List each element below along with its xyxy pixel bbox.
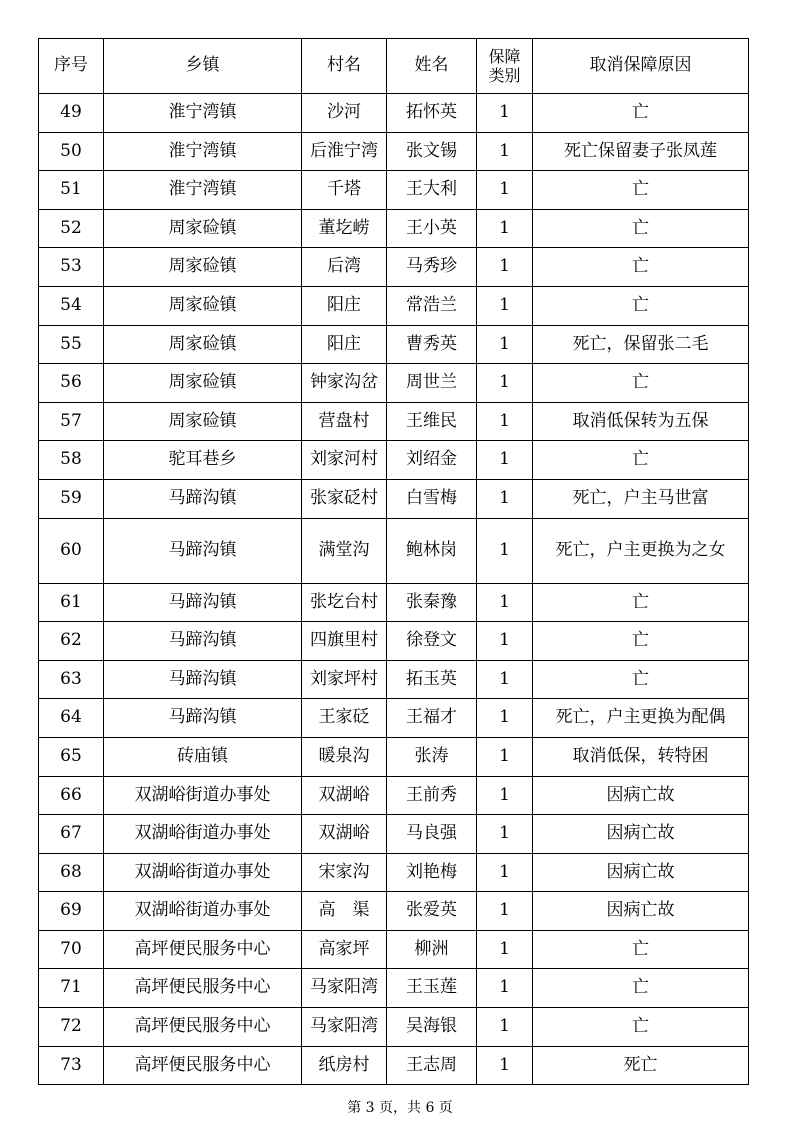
cell-no: 49 [39, 94, 104, 133]
cell-type: 1 [477, 853, 533, 892]
cell-name: 常浩兰 [387, 286, 477, 325]
cell-no: 65 [39, 737, 104, 776]
cell-type: 1 [477, 660, 533, 699]
cell-type: 1 [477, 364, 533, 403]
cell-town: 周家硷镇 [104, 402, 302, 441]
cell-name: 张涛 [387, 737, 477, 776]
table-header-row [39, 39, 749, 94]
table-row [39, 209, 749, 248]
table-row [39, 969, 749, 1008]
cell-village: 双湖峪 [302, 776, 387, 815]
header-reason: 取消保障原因 [533, 39, 749, 94]
cell-type: 1 [477, 930, 533, 969]
cell-town: 周家硷镇 [104, 286, 302, 325]
cell-name: 吴海银 [387, 1008, 477, 1047]
cell-town: 马蹄沟镇 [104, 479, 302, 518]
cell-reason: 因病亡故 [533, 815, 749, 854]
cell-no: 71 [39, 969, 104, 1008]
cell-type: 1 [477, 479, 533, 518]
cell-name: 马秀珍 [387, 248, 477, 287]
cell-no: 64 [39, 699, 104, 738]
cell-village: 满堂沟 [302, 518, 387, 583]
cell-town: 周家硷镇 [104, 248, 302, 287]
cell-village: 阳庄 [302, 286, 387, 325]
cell-name: 张文锡 [387, 132, 477, 171]
cell-town: 双湖峪街道办事处 [104, 776, 302, 815]
table-row [39, 660, 749, 699]
table-row [39, 479, 749, 518]
cell-name: 王玉莲 [387, 969, 477, 1008]
cell-no: 59 [39, 479, 104, 518]
table-row [39, 441, 749, 480]
table-row [39, 776, 749, 815]
cell-type: 1 [477, 171, 533, 210]
cell-name: 曹秀英 [387, 325, 477, 364]
cell-no: 55 [39, 325, 104, 364]
table-row [39, 248, 749, 287]
cell-town: 淮宁湾镇 [104, 94, 302, 133]
cell-reason: 死亡保留妻子张凤莲 [533, 132, 749, 171]
cell-name: 白雪梅 [387, 479, 477, 518]
cell-village: 王家砭 [302, 699, 387, 738]
cell-town: 淮宁湾镇 [104, 132, 302, 171]
header-name: 姓名 [387, 39, 477, 94]
cell-reason: 亡 [533, 1008, 749, 1047]
cell-village: 双湖峪 [302, 815, 387, 854]
page-footer: 第 3 页，共 6 页 [347, 1100, 453, 1116]
cell-town: 马蹄沟镇 [104, 583, 302, 622]
cell-name: 王维民 [387, 402, 477, 441]
cell-reason: 亡 [533, 286, 749, 325]
cell-town: 砖庙镇 [104, 737, 302, 776]
header-town: 乡镇 [104, 39, 302, 94]
cell-no: 73 [39, 1046, 104, 1085]
cell-reason: 亡 [533, 248, 749, 287]
cell-reason: 因病亡故 [533, 853, 749, 892]
cell-town: 淮宁湾镇 [104, 171, 302, 210]
cell-type: 1 [477, 969, 533, 1008]
cell-reason: 死亡，户主更换为配偶 [533, 699, 749, 738]
cell-no: 52 [39, 209, 104, 248]
cell-village: 暖泉沟 [302, 737, 387, 776]
table-row [39, 583, 749, 622]
cell-village: 马家阳湾 [302, 969, 387, 1008]
cell-no: 54 [39, 286, 104, 325]
cell-no: 53 [39, 248, 104, 287]
table-body [39, 94, 749, 1085]
cell-no: 57 [39, 402, 104, 441]
cell-reason: 因病亡故 [533, 892, 749, 931]
cell-village: 高家坪 [302, 930, 387, 969]
header-type-label: 保障类别 [488, 46, 521, 85]
table-row [39, 892, 749, 931]
cell-no: 70 [39, 930, 104, 969]
cell-village: 刘家坪村 [302, 660, 387, 699]
cell-name: 张秦豫 [387, 583, 477, 622]
cell-no: 61 [39, 583, 104, 622]
cell-village: 后淮宁湾 [302, 132, 387, 171]
cell-village: 千塔 [302, 171, 387, 210]
cell-reason: 取消低保，转特困 [533, 737, 749, 776]
cell-type: 1 [477, 248, 533, 287]
cell-no: 58 [39, 441, 104, 480]
table-row [39, 930, 749, 969]
cell-type: 1 [477, 94, 533, 133]
cell-no: 62 [39, 622, 104, 661]
cell-village: 高 渠 [302, 892, 387, 931]
cell-town: 高坪便民服务中心 [104, 1046, 302, 1085]
cell-reason: 死亡，保留张二毛 [533, 325, 749, 364]
cell-reason: 亡 [533, 622, 749, 661]
table-row [39, 286, 749, 325]
cell-village: 马家阳湾 [302, 1008, 387, 1047]
cell-no: 60 [39, 518, 104, 583]
cell-name: 王福才 [387, 699, 477, 738]
cell-type: 1 [477, 1046, 533, 1085]
cell-town: 马蹄沟镇 [104, 518, 302, 583]
cell-town: 高坪便民服务中心 [104, 1008, 302, 1047]
cell-type: 1 [477, 132, 533, 171]
cell-village: 董圪崂 [302, 209, 387, 248]
cell-name: 刘绍金 [387, 441, 477, 480]
cell-type: 1 [477, 518, 533, 583]
cell-no: 56 [39, 364, 104, 403]
table-row [39, 325, 749, 364]
cell-village: 刘家河村 [302, 441, 387, 480]
cell-type: 1 [477, 325, 533, 364]
table-row [39, 699, 749, 738]
cell-reason: 死亡，户主更换为之女 [533, 518, 749, 583]
cell-name: 张爱英 [387, 892, 477, 931]
cell-no: 69 [39, 892, 104, 931]
cell-reason: 死亡 [533, 1046, 749, 1085]
table-row [39, 364, 749, 403]
cell-no: 67 [39, 815, 104, 854]
cell-type: 1 [477, 441, 533, 480]
cell-reason: 亡 [533, 364, 749, 403]
cell-reason: 亡 [533, 660, 749, 699]
cell-reason: 因病亡故 [533, 776, 749, 815]
cell-no: 68 [39, 853, 104, 892]
cell-reason: 死亡，户主马世富 [533, 479, 749, 518]
table-row [39, 1046, 749, 1085]
cell-town: 双湖峪街道办事处 [104, 815, 302, 854]
table-row [39, 1008, 749, 1047]
cell-name: 柳洲 [387, 930, 477, 969]
cell-type: 1 [477, 1008, 533, 1047]
header-village: 村名 [302, 39, 387, 94]
cell-name: 拓玉英 [387, 660, 477, 699]
cell-town: 周家硷镇 [104, 325, 302, 364]
cell-village: 钟家沟岔 [302, 364, 387, 403]
cell-name: 鲍林岗 [387, 518, 477, 583]
cell-village: 纸房村 [302, 1046, 387, 1085]
table-row [39, 737, 749, 776]
cell-no: 63 [39, 660, 104, 699]
header-no: 序号 [39, 39, 104, 94]
cell-village: 四旗里村 [302, 622, 387, 661]
cell-type: 1 [477, 402, 533, 441]
cell-no: 50 [39, 132, 104, 171]
cell-name: 徐登文 [387, 622, 477, 661]
table-row [39, 132, 749, 171]
cell-town: 周家硷镇 [104, 364, 302, 403]
table-row [39, 402, 749, 441]
cell-name: 王大利 [387, 171, 477, 210]
cell-type: 1 [477, 815, 533, 854]
cell-town: 驼耳巷乡 [104, 441, 302, 480]
cell-reason: 亡 [533, 94, 749, 133]
table-row [39, 853, 749, 892]
cell-village: 营盘村 [302, 402, 387, 441]
cell-name: 王志周 [387, 1046, 477, 1085]
cell-type: 1 [477, 622, 533, 661]
cell-town: 马蹄沟镇 [104, 699, 302, 738]
cell-town: 双湖峪街道办事处 [104, 853, 302, 892]
cell-reason: 亡 [533, 171, 749, 210]
cell-reason: 取消低保转为五保 [533, 402, 749, 441]
cell-reason: 亡 [533, 441, 749, 480]
cancellation-table [38, 38, 749, 1085]
cell-village: 张家砭村 [302, 479, 387, 518]
cell-no: 66 [39, 776, 104, 815]
cell-name: 王小英 [387, 209, 477, 248]
cell-town: 高坪便民服务中心 [104, 930, 302, 969]
cell-village: 张圪台村 [302, 583, 387, 622]
cell-type: 1 [477, 583, 533, 622]
header-type [477, 39, 533, 94]
table-row [39, 94, 749, 133]
table-row [39, 518, 749, 583]
cell-town: 周家硷镇 [104, 209, 302, 248]
cell-reason: 亡 [533, 969, 749, 1008]
cell-town: 双湖峪街道办事处 [104, 892, 302, 931]
cell-name: 刘艳梅 [387, 853, 477, 892]
cell-name: 马良强 [387, 815, 477, 854]
cell-no: 72 [39, 1008, 104, 1047]
cell-name: 拓怀英 [387, 94, 477, 133]
cell-village: 阳庄 [302, 325, 387, 364]
cell-reason: 亡 [533, 209, 749, 248]
cell-type: 1 [477, 209, 533, 248]
cell-reason: 亡 [533, 930, 749, 969]
table-row [39, 622, 749, 661]
cell-no: 51 [39, 171, 104, 210]
cell-type: 1 [477, 776, 533, 815]
cell-type: 1 [477, 737, 533, 776]
cell-village: 后湾 [302, 248, 387, 287]
cell-village: 沙河 [302, 94, 387, 133]
cell-town: 马蹄沟镇 [104, 660, 302, 699]
cell-village: 宋家沟 [302, 853, 387, 892]
cell-type: 1 [477, 286, 533, 325]
table-row [39, 171, 749, 210]
cell-name: 王前秀 [387, 776, 477, 815]
cell-town: 高坪便民服务中心 [104, 969, 302, 1008]
table-row [39, 815, 749, 854]
cell-type: 1 [477, 892, 533, 931]
cell-town: 马蹄沟镇 [104, 622, 302, 661]
cell-name: 周世兰 [387, 364, 477, 403]
cell-reason: 亡 [533, 583, 749, 622]
cell-type: 1 [477, 699, 533, 738]
